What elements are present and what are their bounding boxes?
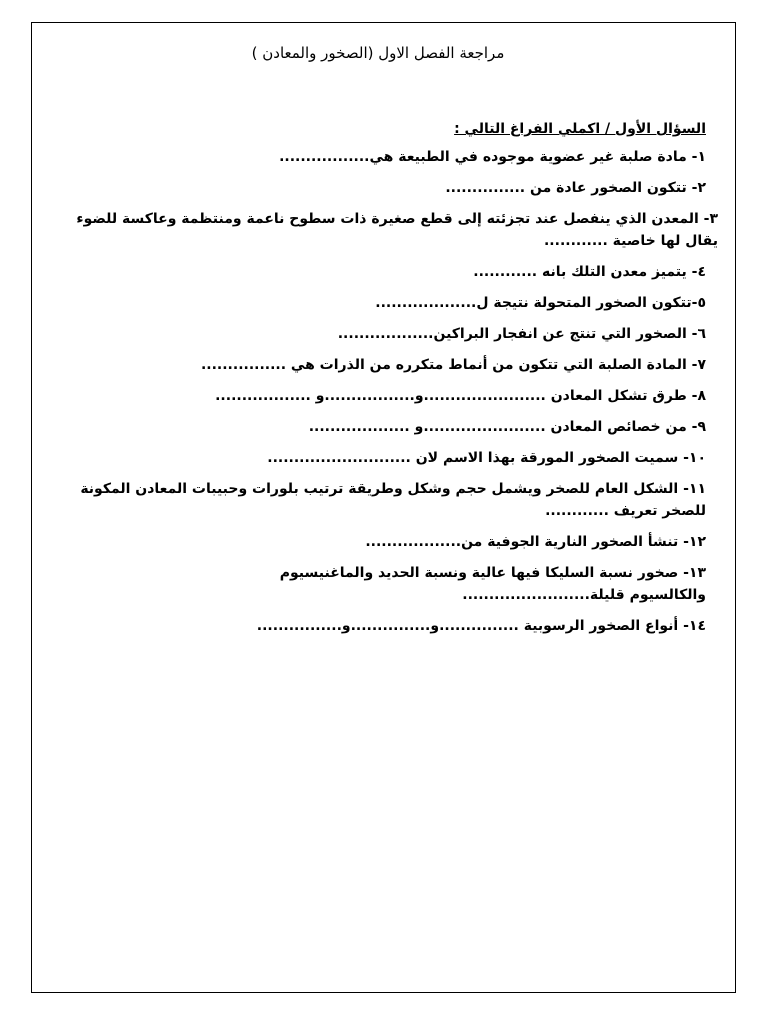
question-3: ٣- المعدن الذي ينفصل عند تجزئته إلى قطع صغيرة ذات سطوح ناعمة ومنتظمة وعاكسة للضوء يقال لها خاصية ............ [76, 211, 718, 249]
question-12: ١٢- تنشأ الصخور النارية الجوفية من.................. [365, 534, 706, 550]
question-11: ١١- الشكل العام للصخر ويشمل حجم وشكل وطريقة ترتيب بلورات وحبيبات المعادن المكونة للصخر تعريف ............ [80, 481, 706, 519]
question-10: ١٠- سميت الصخور المورقة بهذا الاسم لان ........................... [267, 450, 706, 466]
question-8: ٨- طرق تشكل المعادن .......................و.................و .................. [215, 388, 706, 404]
question-9: ٩- من خصائص المعادن .......................و ................... [308, 419, 706, 435]
page-title: مراجعة الفصل الاول (الصخور والمعادن ) [251, 44, 505, 62]
question-5: ٥-تتكون الصخور المتحولة نتيجة ل................... [375, 295, 706, 311]
document-content [50, 40, 718, 646]
question-6: ٦- الصخور التي تنتج عن انفجار البراكين.................. [337, 326, 706, 342]
question-13: ١٣- صخور نسبة السليكا فيها عالية ونسبة الحديد والماغنيسيوم والكالسيوم قليلة........................ [279, 565, 706, 603]
question-4: ٤- يتميز معدن التلك بانه ............ [473, 264, 706, 280]
question-14: ١٤- أنواع الصخور الرسوبية ...............و...............و................ [256, 618, 706, 634]
question-7: ٧- المادة الصلبة التي تتكون من أنماط متكرره من الذرات هي ................ [200, 357, 706, 373]
question-2: ٢- تتكون الصخور عادة من ............... [445, 180, 706, 196]
question-1: ١- مادة صلبة غير عضوية موجوده في الطبيعة هي................. [279, 149, 706, 165]
section-heading: السؤال الأول / اكملي الفراغ التالي : [454, 121, 706, 137]
